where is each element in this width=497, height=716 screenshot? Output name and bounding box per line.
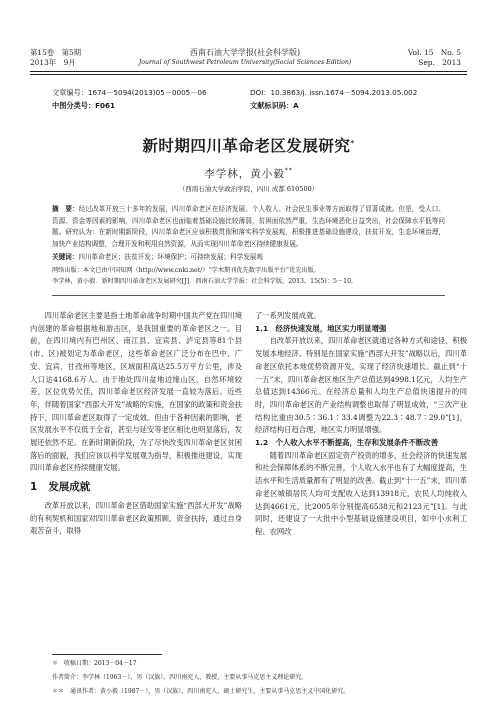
citation-format: 李学林，黄小毅．新时期四川革命老区发展研究[J]．西南石油大学学报：社会科学版，2013，15(5)：5－10. (52, 277, 353, 285)
section-paragraph: 改革开放以来，四川革命老区借助国家实施“西部大开发”战略的有利契机和国家对四川革命老区政策照顾、资金扶持，通过自身艰苦奋斗，取得 (30, 500, 242, 536)
article-number: 文章编号：1674－5094(2013)05－0005－06 (52, 88, 207, 97)
header-journal-en: Journal of Southwest Petroleum University(Social Sciences Edition) (138, 59, 352, 66)
subsection-1-2-paragraph: 随着四川革命老区固定资产投资的增多，社会经济的快速发展和社会保障体系的不断完善，个人收入水平也有了大幅度提高，生活水平和生活质量都有了明显的改善。截止到“十一五”末，四川革命老区城镇居民人均可支配收入达到13918元，农民人均纯收入达到4661元，比2005年分别提高6538元和2123元”[1]。与此同时，还建设了一大批中小型基础设施建设项目，如中小水利工程、农网改 (255, 450, 467, 536)
abstract (52, 204, 445, 251)
header-vol-en: Vol. 15 No. 5 (407, 48, 461, 57)
header-date: 2013年 9月 (30, 58, 76, 67)
authors-text: 李学林，黄小毅 (204, 168, 285, 180)
header-rule-top (30, 71, 467, 72)
right-column (255, 310, 467, 539)
section-number: 1 (30, 481, 38, 494)
document-code: 文献标识码：A (250, 101, 299, 110)
header-journal-cn: 西南石油大学学报(社会科学版) (189, 48, 301, 57)
continued-text: 了一系列发展成就。 (255, 311, 321, 320)
footnote-rule (52, 654, 162, 655)
title-footnote-mark: * (350, 138, 355, 147)
title-text: 新时期四川革命老区发展研究 (142, 137, 351, 155)
paper-title (30, 134, 467, 156)
clc-number: 中图分类号：F061 (52, 101, 116, 110)
keywords-text: 四川革命老区；扶贫开发；环境保护；可持续发展；科学发展观 (78, 253, 263, 261)
doi: DOI：10.3863/j. issn.1674－5094.2013.05.002 (250, 88, 418, 97)
abstract-label: 摘 要： (52, 205, 79, 213)
footnote-corresponding-author: ＊＊ 通讯作者：黄小毅（1987－），男（汉族），四川南充人，硕士研究生，主要从事马克思主义中国化研究。 (52, 688, 350, 695)
affiliation: （西南石油大学政治学院，四川 成都 610500） (178, 185, 319, 193)
header-rule-bottom (30, 74, 467, 75)
header-date-en: Sep. 2013 (418, 58, 461, 67)
abstract-rule (52, 295, 445, 296)
subsection-1-2-heading: 1.2 个人收入水平不断提高，生存和发展条件不断改善 (255, 438, 439, 448)
online-publication-note: 网络出版：本文已由中国知网（http://www.cnki.net/）“学术期刊优先数字出版平台”优先出版。 (52, 267, 320, 274)
section-title: 发展成就 (48, 481, 91, 494)
publication-info (52, 266, 445, 287)
section-heading (30, 481, 242, 494)
author-footnote-mark: ** (284, 167, 293, 175)
subsection-1-1-heading: 1.1 经济快速发展，地区实力明显增强 (255, 323, 387, 333)
footnote-author-info: 作者简介：李学林（1963－），男（汉族），四川南充人，教授，主要从事马克思主义理论研究。 (52, 674, 308, 681)
footnote-received: ＊ 收稿日期：2013－04－17 (52, 660, 137, 667)
left-column (30, 310, 242, 538)
subsection-1-1-paragraph: 自改革开放以来，四川革命老区就通过各种方式和途径，积极发展本地经济。特别是在国家实施“西部大开发”战略以后，四川革命老区依托本地优势资源开发，实现了经济快速增长。截止到“十一五”末，四川革命老区地区生产总值达到4998.1亿元，人均生产总值达到14366元。在经济总量和人均生产总值快速提升的同时，四川革命老区的产业结构调整也取得了明显成效，“三次产业结构比重由30.5∶36.1∶33.4调整为22.3∶48.7∶29.0”[1]，经济结构日趋合理，地区实力明显增强。 (255, 336, 467, 435)
header-volume: 第15卷 第5期 (30, 48, 82, 57)
keywords (52, 252, 445, 263)
keywords-label: 关键词： (52, 253, 79, 261)
abstract-text: 经过改革开放三十多年的发展，四川革命老区在经济发展、个人收入、社会民生事业等方面取得了显著成就。但是，受人口、资源、资金等因素的影响，四川革命老区也面临着基础设施比较薄弱，贫困面依然严重，生态环境恶化日益突出，社会保障水平低等问题。研究认为：在新时期新阶段，四川革命老区应该积极贯彻和落实科学发展观，积极推进基础设施建设，扶贫开发，生态环境治理，加快产业结构调整，合理开发和利用自然资源，从而实现四川革命老区持续健康发展。 (52, 205, 446, 249)
paper-authors (30, 166, 467, 181)
intro-paragraph: 四川革命老区主要是指土地革命战争时期中国共产党在四川境内创建的革命根据地和游击区，是我国重要的革命老区之一。目前，在四川境内有巴州区、南江县、宜宾县、泸定县等81个县(市、区)被划定为革命老区，这些革命老区广泛分布在巴中、广安、宜宾、甘孜州等地区，区域面积高达25.5万平方公里，涉及人口达4168.6万人。由于地处四川盆地边缘山区，自然环境较差，区位优势欠佳，四川革命老区经济发展一直较为落后。近些年，伴随着国家“西部大开发”战略的实施，在国家的政策和资金扶持下，四川革命老区取得了一定成效。但由于各种因素的影响，老区发展水平不仅低于全省，甚至与延安等老区相比也明显落后，发展还依然不足。在新时期新阶段，为了尽快改变四川革命老区贫困落后的面貌，我们应该以科学发展观为指导，积极推进建设，实现四川革命老区持续健康发展。 (30, 311, 242, 473)
